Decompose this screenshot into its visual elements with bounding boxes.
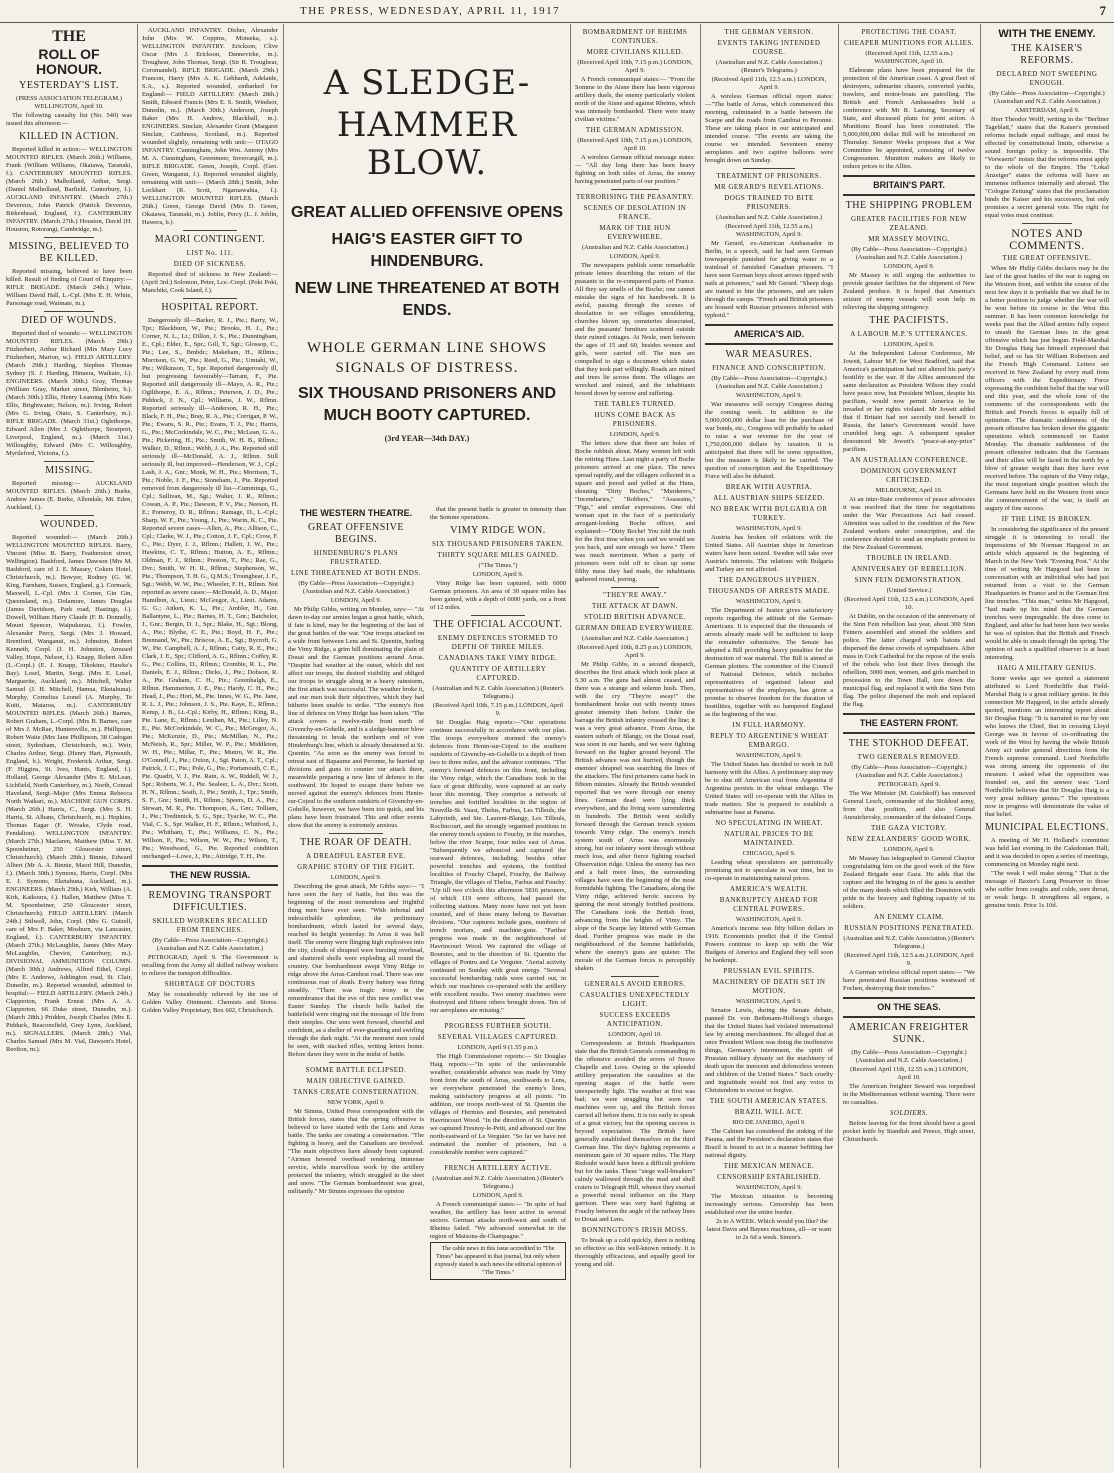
article-body: Reported died of sickness in New Zealand:— (April 3rd.) Solomon, Peter, Lce.-Corpl. (Poki Poki, Manchiki, Cook Island, f.). <box>142 271 278 294</box>
article-body: AUCKLAND INFANTRY. Disher, Alexander John (Mrs W. Coppins, Motueka, s.). WELLINGTON INFANTRY. Erickson, Clive Oscar (Mrs J. Erickson, Dannevirke, m.). Troughear, John Thomas, Sergt. (Sir R. Troughear, Coromandel). RIFLE BRIGADE. (March 29th.) Francon, Harry (Mrs A. K. Gebhardt, Adelaide, S.A., s.). Reported wounded, embarked for England:— FIELD ARTILLERY. (March 28th.) Smith, Edward Francis (Mrs E. S. Smith, Windsor, Dunedin, m.). (March 30th.) Anderson, Joseph Baker (Mrs H. Andrew, Blackball, m.). ENGINEERS. Sinclair, Alexander Grant (Margaret Sinclair, Caithness, Scotland, m.). Reported wounded slightly, remaining with unit:— OTAGO INFANTRY. Cunningham, John Wm. Antony (Mrs M. A. Cunningham, Greenmeer, Invercargill, m.). RIFLE BRIGADE. Green, Joseph, Corpl. (Geo. Green, Wanganui, f.). Reported wounded slightly, remaining with unit:— (March 28th.) Smith, John Lockhart (R. Scott, Ngaruawahia, f.). WELLINGTON MOUNTED RIFLES. (March 26th.) Green, George David (Mrs D. Green, Okaiawa, Taranaki, m.). Joblin, Percy (L. J. Joblin, Hawera, b.). <box>142 27 278 226</box>
article-subhead: GRAPHIC STORY OF THE FIGHT. <box>297 863 415 871</box>
article-headline: IN FULL HARMONY. <box>732 721 806 729</box>
article-headline: TERRORISING THE PEASANTRY. <box>576 193 694 201</box>
article-subhead: DOMINION GOVERNMENT CRITICISED. <box>860 467 958 484</box>
editorial-note: The cable news in this issue accredited to "The Times" has appeared in that journal, but only where expressly stated is such news the editorial opinion of "The Times." <box>430 1242 566 1280</box>
article-body: Vimy Ridge has been captured, with 6000 German prisoners. An area of 30 square miles has been gained, with a depth of 6000 yards, on a front of 12 miles. <box>430 580 566 611</box>
article-subhead: DIED OF SICKNESS. <box>173 260 247 268</box>
article-headline: THE ROAR OF DEATH. <box>300 837 412 848</box>
article-subhead: MACHINERY OF DEATH SET IN MOTION. <box>712 978 826 995</box>
article-headline: HOSPITAL REPORT. <box>161 302 259 313</box>
article-subhead: AMERICAN FREIGHTER SUNK. <box>849 1022 969 1045</box>
article-subhead: CANADIANS TAKE VIMY RIDGE. <box>438 654 558 662</box>
article-headline: GENERALS AVOID ERRORS. <box>584 980 686 988</box>
divider <box>183 298 237 299</box>
article-subhead: TANKS CREATE CONSTERNATION. <box>293 1088 419 1096</box>
column-rule <box>838 24 839 1468</box>
article-subhead: SINN FEIN DEMONSTRATION. <box>854 576 964 584</box>
article-subhead: GREAT OFFENSIVE BEGINS. <box>308 522 404 545</box>
page-number: 7 <box>1099 3 1106 18</box>
article-subhead: GERMAN DREAD EVERYWHERE. <box>575 624 695 632</box>
article-headline: TROUBLE IN IRELAND. <box>866 554 952 562</box>
article-subhead: LIST No. 111. <box>186 249 234 257</box>
article-headline: PROGRESS FURTHER SOUTH. <box>444 1022 552 1030</box>
article-subhead: REMOVING TRANSPORT DIFFICULTIES. <box>148 890 272 913</box>
article-body: Leading wheat speculators are patriotically promising not to speculate in war time, but to co-operate in maintaining natural prices. <box>705 859 833 882</box>
article-headline: THE TABLES TURNED. <box>594 400 676 408</box>
dateline: NEW YORK, April 9. <box>327 1099 385 1106</box>
divider <box>611 976 659 977</box>
column-vimy-ridge <box>430 505 566 1465</box>
article-subhead: CENSORSHIP ESTABLISHED. <box>716 1173 822 1181</box>
article-subhead: ALL AUSTRIAN SHIPS SEIZED. <box>713 494 825 502</box>
article-body: Correspondents at British Headquarters state that the British Generals commanding in the offensive avoided the errors of Neuve Chapelle and Loos. Owing to the splendid artillery preparation the casualties at the opening stages of the battle were unexpectedly light. The weather at first was bad; we were straggling but soon our machines were up, and the British forces carried all before them. It is too early to speak of a great victory, but the opening success is beyond expectation. The British have generally established themselves on the third German line. The day's fighting represents a minimum gain of 30 square miles. The Harp Redoubt would have been a difficult problem but for the tanks. These "siege wall-breakers" calmly wallowed through the mud and shell craters to Telegraph Hill, whence they exerted a powerful moral influence on the Harp garrison. There was very hard fighting at Fouchy between the angle of the railway lines to Douai and Lens. <box>575 1040 695 1223</box>
divider <box>471 1018 525 1019</box>
article-body: Reported missing, believed to have been killed. Result of finding of Court of Enquiry:— RIFLE BRIGADE. (March 24th.) White, William David Hall, L.-Cpl. (Mrs E. H. White, Parsonage road, Waimate, m.). <box>6 268 132 307</box>
article-body: A German wireless official report states:— "We have penetrated Russian positions westward of Fochen, destroying their trenches." <box>843 969 975 992</box>
article-body: Austria has broken off relations with the United States. All Austrian ships in American waters have been seized. Sweden will take over Austria's interests. The relations with Bulgaria and Turkey are not affected. <box>705 534 833 573</box>
divider <box>329 833 383 834</box>
page-header <box>0 0 1114 23</box>
article-headline: ON THE SEAS. <box>877 1002 941 1012</box>
article-headline: THE EASTERN FRONT. <box>859 718 959 728</box>
dateline: WASHINGTON, April 9. <box>735 598 803 605</box>
article-subhead: SUCCESS EXCEEDS ANTICIPATION. <box>599 1011 671 1028</box>
dateline: LONDON, April 9. <box>883 341 935 348</box>
divider <box>44 237 94 238</box>
article-subhead: MAIN OBJECTIVE GAINED. <box>306 1077 406 1085</box>
article-body: The Cabinet has considered the sinking of the Parana, and the President's declaration states that Brazil is bound to act in a manner befitting her national dignity. <box>705 1128 833 1159</box>
column-rheims <box>575 26 695 1466</box>
dateline: (By Cable—Press Association—Copyright.) (Australian and N.Z. Cable Association.) <box>989 90 1105 105</box>
article-headline: THE MEXICAN MENACE. <box>723 1162 815 1170</box>
article-body: When Mr Philip Gibbs declares may be the last of the great battles of the war is raging on the Western front, and within the course of the next few days it is probable that we shall be in a better position to judge whether the war will be won before its course in the West this summer. It has been common knowledge for weeks past that the Allied armies fully expect to smash the German lines in the great offensive which has just begun. Field-Marshal Sir Douglas Haig has himself expressed that belief, and so has Sir William Robertson and the French High Command. Letters are received in New Zealand by every mail from officers with the Expeditionary Force expressing the confident belief that the war will end this year, and the whole tone of the comments of the correspondents with the British and French forces is equally full of optimism. The dramatic suddenness of the present offensive has broken down the gigantic operations which commenced on Easter Monday. The dramatic suddenness of the present offensive indicates that the Germans and their allies will be faced in the north by a blow of greater weight than they have ever received before. The capture of the Vimy ridge, the most important single position which the Germans have held on the Western front since the commencement of the war, is itself an augury of fine success. <box>985 265 1109 512</box>
section-box <box>843 713 975 734</box>
column-protecting-coast <box>843 26 975 1466</box>
article-subhead: CASUALTIES UNEXPECTEDLY LIGHT. <box>580 991 690 1008</box>
column-rule <box>700 24 701 1468</box>
article-body: At the Independent Labour Conference, Mr Jowett, Labour M.P. for West Bradford, said that America's participation had not altered his party's hostility to the war. If the Allies announced the same declaration as President Wilson they could have peace now, but President Wilson, despite his pacifism, would now permit America to be invaded or her rights violated. Mr Jowett added that if Britain had not secretly tied herself to Russia, the latter's Government would have crumbled long ago. A subsequent speaker denounced Mr Jowett's "peace-at-any-price" pacifism. <box>843 350 975 453</box>
article-body: America's income was fifty billion dollars in 1916. Economists predict that if the Central Powers continue to keep up with the War Budgets of America and England they will soon be bankrupt. <box>705 925 833 964</box>
dateline: PETROGRAD, April 9. <box>877 781 941 788</box>
article-subhead: NATURAL PRICES TO BE MAINTAINED. <box>724 830 814 847</box>
article-headline: SOMME BATTLE ECLIPSED. <box>305 1066 407 1074</box>
article-body: PETROGRAD, April 9. The Government is recalling from the Army all skilled railway workers to relieve the transport difficulties. <box>142 954 278 977</box>
article-subhead: MORE CIVILIANS KILLED. <box>586 48 684 56</box>
dateline: MELBOURNE, April 10. <box>875 487 943 494</box>
article-subhead: THE ATTACK AT DAWN. <box>591 602 679 610</box>
divider <box>1022 223 1072 224</box>
dateline: AMSTERDAM, April 9. <box>1014 107 1080 114</box>
column-with-the-enemy <box>985 26 1109 1466</box>
article-headline: BREAK WITH AUSTRIA. <box>725 483 813 491</box>
dateline: LONDON, April 9. <box>472 1192 524 1199</box>
section-box <box>843 175 975 196</box>
article-subhead: KILLED IN ACTION. <box>19 131 119 142</box>
article-headline: AN ENEMY CLAIM. <box>873 913 945 921</box>
column-western-theatre <box>288 505 424 1465</box>
article-headline: NOTES AND COMMENTS. <box>1009 226 1085 252</box>
article-body: Senator Lewis, during the Senate debate, panned Dr. von Bethmann-Hollweg's charges that the United States had violated international law by arming merchantmen. He alleged that at once President Wilson was doing the inoffensive things, Germany's internment, the spirit of Prussian military dynasty set the machinery of death upon the innocent and defenceless women and children of the United States." Such cruelty and ingratitude would not find any voice in Christendom to excuse or forgive. <box>705 1007 833 1094</box>
article-headline: AMERICA'S WEALTH. <box>729 885 809 893</box>
article-subhead: WAR MEASURES. <box>725 349 813 360</box>
dateline: (By Cable—Press Association—Copyright.) (Australian and N.Z. Cable Association.) <box>298 580 414 595</box>
article-subhead: IF THE LINE IS BROKEN. <box>1001 515 1093 523</box>
dateline: ("The Times.") <box>478 562 518 569</box>
article-subhead: DIED OF WOUNDS. <box>21 315 117 326</box>
article-headline: FRENCH ARTILLERY ACTIVE. <box>444 1164 552 1172</box>
dateline: (By Cable—Press Association—Copyright.) (Australian and N.Z. Cable Association.) <box>851 1049 967 1064</box>
article-body: The United States has decided to work in full harmony with the Allies. A preliminary step may be to shut off American coal from Argentina if Argentina persists in the wheat embargo. The United States will co-operate with the Allies in trade matters. She is prepared to establish a submarine base at Panama. <box>705 761 833 816</box>
article-body: In considering the significance of the present struggle it is interesting to recall the impressions of Mr Norman Hapgood in an article which appeared in the beginning of March in the New York "Evening Post." At the time of writing Mr Hapgood had been in conversation with an individual who had just returned from a visit to the German Headquarters in France and in the German first line trenches. "This man," writes Mr Hapgood, "had made up his mind that the German trenches were impregnable. He does come to England, and after he had been here two weeks he was of opinion that the British and French would be able to smash through the spring. The opinion of such a qualified observer is at least interesting. <box>985 526 1109 661</box>
article-subhead: THE GREAT OFFENSIVE. <box>1002 254 1092 262</box>
article-subhead: NO BREAK WITH BULGARIA OR TURKEY. <box>710 505 828 522</box>
article-subhead: ANNIVERSARY OF REBELLION. <box>851 565 967 573</box>
article-headline: MUNICIPAL ELECTIONS. <box>985 822 1109 833</box>
dateline: (By Cable—Press Association—Copyright.) (Australian and N.Z. Cable Association.) <box>851 246 967 261</box>
article-body: Mr Philip Gibbs, writing on Monday, says:— "At dawn to-day our armies began a great battle, which, if fate is kind, may be the beginning of the last of the great battles of the war. "Our troops attacked on a wide front between Lens and St. Quentin, hurling the Vimy Ridge, a grim hill dominating the plain of Douai and the German positions around Arras. "Despite bad weather at the outset, which did not affect our troops, the desired visibility and obliged our troops to struggle along in a heavy rainstorm, the first attack was successful. The weather broke it, and our men took their objectives, which they had hitherto been unable to strike. "The enemy's first line of defence on Vimy Ridge has been taken. "The attack covers a twelve-mile front north of Givenchy-en-Gohelle, and is a sledge-hammer blow threatening to break the northern end of von Hindenburg's line, which is already threatened at St. Quentin. "As soon as the enemy was forced to retreat east of Bapaume and Peronne, he hurried up divisions and guns to counter our attack there, meanwhile preparing a new line of defence to the southward. He hoped to escape there before we moved against the enemy's defences from Henin-sur-Cojeul to the southern outskirts of Givenchy-en-Gohelle, however, we have been too quick, and his plans have been frustrated. This and other events show that the enemy is extremely anxious. <box>288 606 424 829</box>
article-subhead: FINANCE AND CONSCRIPTION. <box>712 364 826 372</box>
column-roll-of-honour <box>6 26 132 1466</box>
article-subhead: A LABOUR M.P.'S UTTERANCES. <box>850 330 968 338</box>
lead-subhead: NEW LINE THREATENED AT BOTH ENDS. <box>294 280 560 319</box>
dateline: LONDON, April 9 (1.55 p.m.). <box>457 1044 539 1051</box>
article-headline: AMERICA'S AID. <box>733 329 805 339</box>
article-body: Dangerously ill—Barker, R. J., Pte.; Barry, W., Tpr.; Blackburn, W., Pte.; Brooks, H. J., Pte.; Corner, N. L., Lt.; Dillon, J. S., Pte.; Dunningham, E., Cpl.; Elder, E., Spr.; Gill, T., Sgt.; Glossop, C., Pte.; Lee, S., Bmbdr.; Makeham, H., Rflmn.; Morrison, G. W., Pte.; Reed, G., Pte.; Umtahi, W., Pte.; Wilkinson, T., Spr. Reported dangerously ill, but progressing favourably—Tarrant, F., Pte. Reported still dangerously ill—Mayo, A. R., Pte.; Ogilthorpe, E. A., Rflmn.; Peterson, J. D., Pte.; Piddock, J. N., Cpl.; Williams, J. W., Rflmn. Reported seriously ill—Anderson, R. H., Pte.; Black, F. H., Pte.; Bray, R. A., Pte.; Corrigan, P. W., Pte.; Ewans, S. R., Pte.; Evans, T. J., Pte.; Harris, G., Pte.; McCorkindale, W. C., Pte.; McLean, G. A., Pte.; Pickering, H., Pte.; Smith, W. H. B., Rflmn.; Walker, D., Rflmn.; Webb, J. A., Pte. Reported still seriously ill—McDonald, A. J., Rflmn. Still seriously ill, but improved—Henderson, W. J., Cpl.; Lash, J. A., Gnr.; Monk, W. H., Pte.; Morrison, T., Pte.; Noble, J. F., Pte.; Stoneham, J., Pte. Reported removed from dangerously ill list—Cummings, G., Cpl.; Sullivan, M., Sgt.; Walter, J. R., Rflmn.; Cowan, A. P., Pte.; Dawson, P. V., Pte.; Neeson, H. E.; Pomeroy, D. R., Rflmn.; Ramage, D., L.-Cpl.; Sharp, W. F., Pte.; Young, J., Pte.; Warin, K. C., Pte. Reported severe cases—Allen, A., Pte.; Allison, C., Cpl.; Clarke, W. J., Pte.; Cotton, J. F., Cpl.; Crow, F. C., Pte.; Dyer, J. J., Rflmn.; Hallett, J. W., Pte.; Hawkins, C. T., Rflmn.; Hutton, A. E., Rflmn.; Oldman, F. J., Rflmn.; Preston, T., Pte.; Rae, G., Dvr.; Smith, W. H. R., Rflmn.; Stephenson, W., Pte.; Thompson, T. H. G., Q.M.S.; Trounghear, J. F., Sgt.; Webb, W. W., Pte.; Wheeler, F. H., Rflmn. Not reported as severe cases:—McDonald, A. D., Major. Hamilton, A., Lieut.; McGregor, A., Lieut. Adams, G. G.; Aitken, K. L., Pte.; Ambler, H., Gnr. Ballantyne, L., Pte.; Barnes, H. T., Gnr.; Batchelor, J., Gnr.; Bergin, D. J., Spr.; Blake, H., Sgt.; Blong, A., Pte.; Blythe, C. E., Pte.; Boyd, H. F., Pte.; Brennand, W., Pte.; Briscoe, A. E., Sgt.; Bycroft, G. W., Pte. Campbell, A. J., Rflmn.; Catty, R. E., Pte.; Clark, J. E., Spr.; Clifford, A. G., Rflmn.; Coffey, R. G., Pte.; Collins, D., Rflmn.; Crombie, R. L., Pte. Daniels, E. J., Rflmn.; Dicks, J., Pte.; Dobson, R. A., Pte. Graham, C. H., Pte.; Greenhalgh, E., Rflmn. Hammerton, J. E., Pte.; Hardy, C. H., Pte.; Head, J., Pte.; Hori, M., Pte. Innes, W. G., Pte. Jane, R. L. J., Pte.; Johnson, J. S., Pte. Kaye, E., Rflmn.; Kemp, J. B., Lt.-Cpl.; Kirby, H., Rflmn.; King, R., Pte. Lane, E., Rflmn.; Lenihan, M., Pte.; Lilley, N. E., Pte. McCorkindale, W. C., Pte.; McGregor, A., Pte.; McKenzie, D., Pte.; McMillan, N., Pte.; McNeish, R., Spr.; Miller, W. P., Pte.; Middleton, W. H., Pte.; Millar, F., Pte.; Munro, W. R., Pte. O'Connell, J., Pte.; Oxton, J., Sgt. Paton, A. T., Cpl.; Patrick, J. C., Pte.; Pole, G., Pte.; Portsmouth, C. E., Pte. Quadri, V. J., Pte. Rain, A. W., Riddell, W. J., Spr.; Roberts, W. J., Pte. Sealeer, L. A., Dvr.; Scott, H. N., Rflmn.; Seath, J., Pte.; Smith, J., Tpr.; Smith, S. F., Gnr.; Smith, H., Rflmn.; Speers, D. A., Pte.; Stewart, M. R., Pte. Thompson, A., Gnr.; Tolliam, J., Pte.; Tredinnick, S. G., Spr.; Tyacke, W. C., Pte. Vial, C. S., Spr. Walker, H. F., Rflmn.; Whitford, J., Pte.; Whitham, T., Pte.; Williams, C. N., Pte.; Willson, P., Pte.; Wilson, W. W., Pte.; Wilson, T., Pte.; Woodward, G., Pte. Reported condition unchanged—Lowe, J., Pte.; Attridge, T. H., Pte. <box>142 317 278 860</box>
article-body: A French communiqué states:— "From the Somme to the Aisne there has been vigorous artillery duels, the enemy particularly violent north of the Aisne and against Rheims, which was intensely bombarded. There were many civilian victims." <box>575 76 695 123</box>
article-headline: THE NEW RUSSIA. <box>169 870 251 880</box>
article-body: At an inter-State conference of peace advocates it was resolved that the time for negotiations under the War Precautions Act had ceased. Attention was called to the condition of the New Zealand workers under conscription, and the conference decided to send an emphatic protest to the New Zealand Government. <box>843 496 975 551</box>
advert-body: May be considerably relieved by the use of Golden Valley Ointment. Chemists and Stores. Golden Valley Proprietary, Box 602, Christchurch. <box>142 991 278 1014</box>
article-subhead: MISSING, BELIEVED TO BE KILLED. <box>8 241 130 264</box>
dateline: (Received April 11th, 12.55 a.m.) LONDON, April 10. <box>850 1066 968 1081</box>
article-body: Mr Gerard, ex-American Ambassador in Berlin, in a speech, said he had seen German townspeople punished for giving water to a trainload of famished Canadian prisoners. "I have seen German boys shoot arrows tipped with nails at prisoners," said Mr Gerard. "Sheep dogs are trained to bite the prisoners, and are taken through the camps. "French and British prisoners are housed with Russian prisoners infected with typhoid." <box>705 240 833 319</box>
dateline: (By Cable—Press Association—Copyright.) (Australian and N.Z. Cable Association.) <box>851 764 967 779</box>
article-body: Reported wounded:— (March 26th.) WELLINGTON MOUNTED RIFLES. Barry, Vincent (Miss B. Barry, Featherston street, Wellington). Bashford, James Dawson (Mrs M. Bashford, care of J. E. Massey, Cokers Hotel, Christchurch, m.). Bowyer, Rodney (G. W. King, Farnham, Sussex, England, g.). Cormack, Maxwell, L.-Cpl. (Mrs J. Corner, Gin Gin, Queensland, m.). Dolamore, James Douglas (James Davidson, Park road, Hastings, f.). Dowell, William Harry Claude (F. B. Donnelly, Mount Spencer, Waipukurau, f.). Fowler, Alexander Percy, Sergt. (Mrs J. Howard, Brentford, Wanganui, m.). Johnston, Robert Kenneth, Corpl. (J. H. Johnston, Amused Valley, Hope, Nelson, f.). Knapp, Robert Allen (L.-Corpl.) (E. J. Knapp, Tikokino, Hawke's Bay). Losel, Martin, Sergt. (Mrs E. Losel, Marguerite, Auckland, m.). Mitchell, Walter Samuel (J. H. Mitchell, Hamua, Eketahuna). Murphy, Cornelius Leonel (A. Murphy, Te Kuiti, Mataroa, m.). CANTERBURY MOUNTED RIFLES. (March 26th.) Barnes, Robert Graham, L.-Corpl. (Mrs B. Barnes, care of Mrs J. McRae, Huntersville, m.). Phillipson, Robert Waite (Mrs Jane Phillipson, 38 Cadogan street, Sydenham, Christchurch, m.). Weir, Charles Arthur, Sergt. (Henry Hart, Plymouth, England, b.). Wright, Frederick Arthur, Sergt. (F. Higgins, St. Ives, Hants, England, f.). Holland, George Alexander (Mrs E. McLean, Lichfield, North Canterbury, m.). North, Conrad Haveland, Sergt.-Major (Mrs Emma Rebecca North Waikari, m.). MACHINE GUN CORPS. (March 26th.) Harris, C., Sergt. (Mrs S. H. Harris, St. Albans, Christchurch, m.). Hopkins, Thomas Eagar (F. Wroake, Clyde road, Fendalton). WELLINGTON INFANTRY. (March 27th.) Maclaren, Matthew (Miss T. M. Spoonbeiner, 250 Gloucester street, Christchurch). (March 28th.) Binnie, Edward Albert (Mr A. A. Binnie, Maori Hill, Dunedin, f.). (March 30th.) Symons, Harris, Corpl. (Mrs E. J. Symons, Eketahuna, Auckland, m.). ENGINEERS. (March 29th.) Kirk, William (A. Kirk, Kaikoura, f.). Hallen, Matthew (Miss T. M. Spoonbeiner, 250 Gloucester street, Christchurch). FIELD ARTILLERY. (March 24th.) Stilwell, John, Corpl. (Mrs G. Gutzell, care of Mrs F. Baker, Mosburn, via Lancaster, England, f.). CANTERBURY INFANTRY. (March 27th.) McLaughlin, James (Mrs Mary McLaughlin, Cheviot, Canterbury, m.). DIVISIONAL AMMUNITION COLUMN. (March 30th.) Andrews, Alfred Ethel, Corpl. (Mrs E. Andrews, Addington road, St. Clair, Dunedin, m.). Reported wounded, admitted to hospital:— FIELD ARTILLERY. (March 24th.) Clapperton, Frank Ernest (Mrs A. A. Clapperton, 66 Duke street, Dunedin, m.). (March 28th.) Pridden, Joseph Charles (Mrs E. Pidduck, Beaconsfield, Grey Lynn, Auckland, m.). SIGNALLERS. (March 28th.) Vial, Charles Samuel (Mrs M. Vial, Dawson's Hotel, Reefton, m.). <box>6 534 132 1053</box>
divider <box>471 1160 525 1161</box>
article-headline: THE GAZA VICTORY. <box>871 824 947 832</box>
column-rule <box>980 24 981 1468</box>
dateline: WASHINGTON, April 9. <box>735 525 803 532</box>
advert-body: To break up a cold quickly, there is nothing so effective as this well-known remedy. It is thoroughly efficacious, and equally good for young and old. <box>575 1237 695 1268</box>
column-rule <box>137 24 138 1468</box>
article-body: The following casualty list (No. 540) was issued this afternoon:— <box>6 112 132 127</box>
article-body: Describing the great attack, Mr Gibbs says:— "I have seen the fury of battle, but this was the beginning of the most tremendous and frightful thing men have ever seen. "With infernal and indescribable splendour, the preliminary bombardment, which lasted for several days, reached its height yesterday. In Arras it was hell itself. The enemy were flinging high explosives into the city, clouds of shrapnel were bursting overhead, and shattered shells were exploding all round the country. Our bombardment swept Vimy Ridge to ridge above the Arras-Cambrai road. There was one continuous roar of death. Every battery was firing steadily. "There was tragic irony in the remembrance that the eve of this new conflict was Easter Sunday. The church bells hailed the battlefield were ringing out the message of life from their steeples. Our sons went forward, cheerful and confident, as a shelter of ever-guarding and swirling through the dark night. "At the moment men could be seen, with stacked rifles, writing letters home. Before dawn they were in the midst of battle. <box>288 883 424 1058</box>
article-headline: "THEY'RE AWAY." <box>602 591 668 599</box>
article-body: War measures will occupy Congress during the coming week. In addition to the 5,000,000,000 dollar loan for the purchase of war bonds, etc., Congress will probably be asked to raise a war revenue for the year of 1,750,000,000 dollars by taxation. It is anticipated that there will be some opposition, but the measure is likely to be carried. The question of conscription and the Expeditionary Force will also be debated. <box>705 401 833 480</box>
article-headline: THE WESTERN THEATRE. <box>299 508 413 518</box>
dateline: WASHINGTON, April 9. <box>735 998 803 1005</box>
article-subhead: HUNS COME BACK AS PRISONERS. <box>594 411 676 428</box>
divider <box>44 461 94 462</box>
article-subhead: GREATER FACILITIES FOR NEW ZEALAND. <box>850 215 968 232</box>
dateline: (Australian and N.Z. Cable Association.) (Reuter's Telegrams.) <box>843 935 975 950</box>
article-subhead: CHEAPER MUNITIONS FOR ALLIES. <box>843 39 974 47</box>
advert-body: 2s to A WEEK. Which would you like? the latest Davis and Baynes machines, all—or want to 2s 6d a week. Simon's. <box>706 1218 832 1241</box>
dateline: LONDON, April 9. <box>330 597 382 604</box>
article-body: At Dublin, on the occasion of the anniversary of the Sinn Fein rebellion last year, about 300 Sinn Feiners assembled and stoned the soldiers and police. The latter charged with batons and dispersed the dense crowds of sympathisers. After mass in Cork Cathedral for the repose of the souls of the rebels who lost their lives through the rebellion, 3000 men, women, and girls marched in procession to the Town Hall, tore down the municipal flag, and replaced it with the Sinn Fein flag. The police dispersed the mob and replaced the flag. <box>843 613 975 708</box>
section-box <box>705 324 833 345</box>
article-headline: MAORI CONTINGENT. <box>154 234 266 245</box>
dateline: WASHINGTON, April 9. <box>735 1184 803 1191</box>
lead-headline: A SLEDGE- <box>323 63 531 103</box>
dateline: (Received April 11th, 12.55 a.m.) WASHINGTON, April 10. <box>865 50 953 65</box>
advert-body: "The weak I will make strong." That is the message of Baxter's Lung Preserver to those who suffer from coughs and colds, sore throat, or weak lungs. It strengthens all organs, a genuine tonic. Price 1s 10d. <box>985 870 1109 909</box>
article-body: The War Minister (M. Gutchkoff) has removed General Lesch, commander of the Stokhod army, from that position, and also General Anoutchevsky, commander of the defeated Corps. <box>843 790 975 821</box>
divider <box>44 311 94 312</box>
article-headline: THE OFFICIAL ACCOUNT. <box>433 619 563 630</box>
dateline: (Received April 10th, 7.15 p.m.) LONDON, April 9. <box>577 59 693 74</box>
dateline: RIO DE JANEIRO, April 9. <box>732 1119 806 1126</box>
column-german-version <box>705 26 833 1466</box>
column-rule <box>570 24 571 1468</box>
dateline: (PRESS ASSOCIATION TELEGRAM.) WELLINGTON, April 10. <box>16 95 122 110</box>
advert-heading: BONNINGTON'S IRISH MOSS. <box>581 1226 689 1234</box>
article-body: Some weeks ago we quoted a statement attributed to Lord Northcliffe that Field-Marshal Haig is a great military genius. In this connection Mr Hapgood, in the article already quoted, mentions an interesting report about Sir Douglas Haig: "It is narrated to me by one who knows the Chief, that in crossing Lloyd George was in favour of co-ordinating the work of the West by having the whole British Army act under general directions from the French supreme command. Lord Northcliffe was strong among the opponents of the measure. I asked what the opposition was founded on, and the answer was: 'Lord Northcliffe believes that Sir Douglas Haig is a very great military genius.'" The operations now in progress will demonstrate the value of that belief. <box>985 675 1109 818</box>
dateline: (Received April 10th, 7.15 p.m.) LONDON, April 10. <box>577 137 693 152</box>
article-headline: WITH THE ENEMY. <box>998 28 1096 40</box>
article-headline: NO SPECULATING IN WHEAT. <box>715 819 823 827</box>
article-body: A French communiqué states:— "In spite of bad weather, the artillery has been active in several sectors. German attacks north-west and south of Rheims failed. "We advanced somewhat in the region of Maisons-de-Champagne." <box>430 1201 566 1240</box>
article-subhead: RUSSIAN POSITIONS PENETRATED. <box>844 924 974 932</box>
article-headline: THE <box>52 28 86 45</box>
article-subhead: NEW ZEALANDERS' GOOD WORK. <box>846 835 972 843</box>
article-subhead: THE SHIPPING PROBLEM <box>845 200 973 211</box>
article-subhead: THE STOKHOD DEFEAT. <box>848 738 970 749</box>
article-subhead: SKILLED WORKERS RECALLED FROM TRENCHES. <box>152 917 268 934</box>
dateline: (Australian and N.Z. Cable Association.) (Reuter's Telegrams.) <box>432 1175 564 1190</box>
article-subhead: THE KAISER'S REFORMS. <box>1011 43 1083 66</box>
article-headline: AN AUSTRALIAN CONFERENCE. <box>849 456 969 464</box>
article-body: The High Commissioner reports:— Sir Douglas Haig reports:—"In spite of the unfavourable weather, considerable advance was made by Vimy front from the south of Arras, southwards to Lens, we everywhere penetrated the enemy's lines, making satisfactory progress at all points. "In addition, our troops north-west of St. Quentin the villages of Hermies and Boursies, and penetrated Havrincourt Wood. "In the direction of St. Quentin we captured Fresnoy-le-Petit, and advanced our line north-eastward of Le Verguier. "So far we have not estimated the number of prisoners, but a considerable number were captured." <box>430 1053 566 1156</box>
article-body: Herr Theodor Wolff, writing in the "Berliner Tageblatt," states that the Kaiser's promised reforms include equal suffrage, and must be effected by constitutional limits, otherwise a sound foreign policy is impossible. The "Vorwaerts" insists that the reforms must apply to the whole of the Empire. The "Lokal Anzeiger" states the reforms will have an immense influence internally and abroad. The "Cologne Zeitung" states that the proclamation binds the Kaiser and his successors, but only promises a secret general vote. The right for equal votes must continue. <box>985 116 1109 219</box>
article-subhead: MR MASSEY MOVING. <box>868 235 950 243</box>
lead-subhead: WHOLE GERMAN LINE SHOWS SIGNALS OF DISTRESS. <box>306 340 548 376</box>
dateline: LONDON, April 9. <box>609 431 661 438</box>
article-headline: BRITAIN'S PART. <box>873 180 945 190</box>
article-body: The letters show that there are holes of Boche rubbish about. Many women left with the retiring Huns. Last night a party of Boche prisoners arrived at one place. The news spread rapidly, and the villagers collected in a square and jeered and yelled at the Huns, shouting "Dirty Boches," "Murderers," "Incendiaries," "Robbers," "Assassins," "Pigs," and similar expressions. One old woman spat in the face of a particularly arrogant-looking Boche officer, and explained:—"Dirty Boche! You told the truth for the first time when you said we would see you back, and sure enough we have." There was much merriment. When a party of prisoners were told off to clean up some filthy mess they had made, the inhabitants gathered round, jeering. <box>575 440 695 583</box>
dateline: LONDON, April 10. <box>608 1031 662 1038</box>
article-subhead: DECLARED NOT SWEEPING ENOUGH. <box>996 70 1098 87</box>
article-subhead: YESTERDAY'S LIST. <box>19 80 119 91</box>
article-subhead: THOUSANDS OF ARRESTS MADE. <box>707 587 831 595</box>
lead-headline: HAMMER BLOW. <box>336 105 518 183</box>
article-body: The Mexican situation is becoming increasingly serious. Censorship has been established over the entire border. <box>705 1193 833 1216</box>
article-body: Reported missing:— AUCKLAND MOUNTED RIFLES. (March 26th.) Burke, Andrew James (E. Burke, Allendale, Mt. Eden, Auckland, f.). <box>6 480 132 511</box>
article-headline: VIMY RIDGE WON. <box>450 525 546 536</box>
article-body: that the present battle is greater in intensity than the Somme operations. <box>430 506 566 521</box>
dateline: LONDON, April 9. <box>330 874 382 881</box>
divider <box>183 230 237 231</box>
advert-heading: SHORTAGE OF DOCTORS <box>164 980 256 988</box>
masthead: THE PRESS, WEDNESDAY, APRIL 11, 1917 <box>300 5 561 17</box>
article-subhead: THIRTY SQUARE MILES GAINED. <box>437 551 559 559</box>
article-subhead: QUANTITY OF ARTILLERY CAPTURED. <box>449 665 547 682</box>
article-headline: THE PACIFISTS. <box>869 315 949 326</box>
column-casualties-hospital <box>142 26 278 1466</box>
article-subhead: A DREADFUL EASTER EVE. <box>306 852 406 860</box>
dateline: WASHINGTON, April 9. <box>735 916 803 923</box>
dateline: (Australian and N.Z. Cable Association.) (Reuter's Telegrams.) <box>715 59 823 74</box>
advert-body: Before leaving for the front should have a good pocket knife by Standish and Preece, High street, Christchurch. <box>843 1120 975 1143</box>
dateline: (Received April 10th, 7.15 p.m.) LONDON, April 9. <box>432 702 564 717</box>
article-headline: TREATMENT OF PRISONERS. <box>716 172 822 180</box>
article-body: The American freighter Seward was torpedoed in the Mediterranean without warning. There were no casualties. <box>843 1083 975 1106</box>
article-subhead: BRAZIL WILL ACT. <box>734 1108 804 1116</box>
divider <box>611 587 659 588</box>
dateline: (United Service.) <box>886 587 932 594</box>
dateline: WASHINGTON, April 9. <box>735 752 803 759</box>
lead-headline-block <box>288 26 566 496</box>
section-box <box>843 997 975 1018</box>
article-body: A meeting of Mr H. Holland's committee was held last evening in the Caledonian Hall, and it was decided to open a series of meetings, commencing on Monday night next. <box>985 837 1109 868</box>
dateline: (Received April 11th, 12.5 a.m.) LONDON, April 9. <box>844 952 974 967</box>
advert-heading: SOLDIERS. <box>889 1109 929 1117</box>
dateline: WASHINGTON, April 9. <box>735 392 803 399</box>
lead-subhead: GREAT ALLIED OFFENSIVE OPENS <box>290 204 564 221</box>
article-subhead: HAIG A MILITARY GENIUS. <box>997 664 1097 672</box>
dateline: (Australian and N.Z. Cable Association.) <box>715 214 823 221</box>
divider <box>611 189 659 190</box>
article-subhead: STOLID BRITISH ADVANCE. <box>584 613 686 621</box>
dateline: (Received April 11th, 12.5 a.m.) LONDON, April 10. <box>844 596 974 611</box>
article-subhead: MARK OF THE HUN EVERYWHERE. <box>599 224 671 241</box>
article-body: Elaborate plans have been prepared for the protection of the American coast. A great fleet of destroyers, submarine chasers, converted yachts, trawlers, and motor-boats are patrolling. The British and French Ambassadors held a conference with Mr R. Lansing, Secretary of State, and discussed plans for joint action. A Munitions Board has been constituted. The 5,000,000,000 dollar Bill will be introduced on Thursday. Senator Weeks proposes that a War Committee be appointed, consisting of twelve Congressmen. Munition makers are likely to reduce prices to the Allies. <box>843 67 975 170</box>
article-subhead: MR GERARD'S REVELATIONS. <box>714 183 824 191</box>
dateline: (Received April 10th, 8.25 p.m.) LONDON, April 9. <box>577 644 693 659</box>
lead-subhead: HAIG'S EASTER GIFT TO HINDENBURG. <box>331 231 523 270</box>
divider <box>743 168 794 169</box>
article-headline: PRUSSIAN EVIL SPIRITS. <box>723 967 815 975</box>
article-body: Mr Philip Gibbs, in a second despatch, describes the first attack which took place at 5.30 a.m. The guns had almost ceased, and there was a strange and solemn hush. Then, with the cry "They're away!" the bombardment broke out with twenty times greater intensity than before. Under the barrage the British infantry crossed the line; it was a very great advance. From Arras, the eastern suburb of Blangy, on the Douai road, was soon in our hands, and we were fighting forward on the higher ground beyond. The British advance was not hurried, though the enemies' shrapnel was searching the lines of the attackers. The first prisoners came back in fifteen minutes. Already the British wounded reported that we were through our enemy lines. German dead were lying thick everywhere, and the living were surrendering in hundreds. The British went stolidly forward through the German trench system towards Vimy ridge. The enemy's trench system south of Arras was enormously strong, but our infantry went through without much loss, and after fierce fighting reached Observation ridge. Unless the enemy has two and a half more lines, the surrounding villages have seen the beginning of the most formidable fighting. The Canadians, along the Vimy ridge, achieved heroic success by gaining the most strongly fortified positions. The Canadians took the British front, advancing from the heights of Vimy. The slope of the Scarpe lay littered with German dead. Further progress was made in the neighbourhood of the Somme battlefields, where the enemy's guns are quieter. The morale of the German forces is perceptibly shaken. <box>575 661 695 972</box>
article-headline: THE GERMAN VERSION. <box>724 28 814 36</box>
article-subhead: WOUNDED. <box>39 519 99 530</box>
dateline: (Received April 11th, 12.5 a.m.) LONDON, April 9. <box>711 76 827 91</box>
article-body: Mr Massey has telegraphed to General Chaytor congratulating him on the good work of the New Zealand Brigade near Gaza. He adds that the capture and the bringing in of the guns is another of the many deeds which filled the Dominion with pride in the bravery and fighting capacity of its soldiers. <box>843 855 975 910</box>
article-body: The newspapers publish some remarkable private letters describing the return of the peasants to the re-conquered parts of France. All they say smells of the Boche; one cannot mistake the signs of his handiwork. It is awful, passing through the scenes of desolation to see villages smouldering, churches blown up, cemeteries desecrated, and the peasants' furniture scattered outside their ruined cottages. At Nesle, men between the ages of 15 and 60, besides women and girls, were carried off. The men are compelled to sign a document which states that they took part willingly. Roads are mined and trees lie across them. The villages are wrecked and ruined, and the inhabitants bowed down by sorrow and suffering. <box>575 262 695 397</box>
article-subhead: SEVERAL VILLAGES CAPTURED. <box>437 1033 559 1041</box>
dateline: (By Cable—Press Association—Copyright.) (Australian and N.Z. Cable Association.) <box>152 937 268 952</box>
dateline: (Australian and N.Z. Cable Association.) <box>581 635 689 642</box>
article-body: Reported killed in action:— WELLINGTON MOUNTED RIFLES. (March 26th.) Williams, Frank (William Williams, Okaiawa, Taranaki, f.). CANTERBURY MOUNTED RIFLES. (March 26th.) Mulholland, Arthur, Sergt. (Daniel Mulholland, Barfield, Canterbury, f.). AUCKLAND INFANTRY. (March 27th.) Devereux, John Patrick (Patrick Devereux, Birkenhead, England, f.). CANTERBURY INFANTRY. (March 27th.) Houston, David (H. Houston, Rotorangi, Cambridge, m.). <box>6 146 132 233</box>
column-rule <box>283 24 284 1468</box>
article-subhead: ENEMY DEFENCES STORMED TO DEPTH OF THREE MILES. <box>437 634 559 651</box>
article-body: Reported died of wounds:— WELLINGTON MOUNTED RIFLES. (March 29th.) Fitzherbert, Arthur Richard (Mrs Mary Lucy Fitzherbert, Marton, w.). FIELD ARTILLERY. (March 29th.) Harding, Stephen Thomas Sydney (S. J. Harding, Hinuera, Waikato, f.). ENGINEERS. (March 30th.) Gray, Thomas (William Gray, Market street, Blenheim, b.). (March 30th.) Ellis, Henry Leaming (Mrs Kate Ellis, Brightwater, Nelson, m.). Irving, Robert (Mrs G. Irving, Otaio, S. Canterbury, m.). RIFLE BRIGADE. (March 31st.) Oglethorpe, Edward Allen (Mrs J. Oglethorpe, Stourport, Liverpool, England, m.). (March 31st.) Willoughby, Edward (Mrs C. Willoughby, Myrtleford, Victoria, f.). <box>6 330 132 457</box>
dateline: (By Cable—Press Association—Copyright.) (Australian and N.Z. Cable Association.) <box>711 375 827 390</box>
dateline: (3rd YEAR—34th DAY.) <box>384 434 470 443</box>
article-subhead: MISSING. <box>45 465 93 476</box>
dateline: CHICAGO, April 9. <box>742 850 796 857</box>
article-body: Mr Massey is still urging the authorities to provide greater facilities for the shipment of New Zealand produce. It is hoped that America's seizure of enemy vessels will soon help in relieving the shipping stringency. <box>843 272 975 311</box>
article-subhead: REPLY TO ARGENTINE'S WHEAT EMBARGO. <box>710 732 828 749</box>
article-subhead: TWO GENERALS REMOVED. <box>857 753 961 761</box>
dateline: (Received April 11th, 12.55 a.m.) WASHINGTON, April 9. <box>725 223 813 238</box>
article-headline: ROLL OF HONOUR. <box>35 46 103 77</box>
article-subhead: BANKRUPTCY AHEAD FOR CENTRAL POWERS. <box>719 896 819 913</box>
article-headline: THE SOUTH AMERICAN STATES. <box>709 1097 829 1105</box>
dateline: (Australian and N.Z. Cable Association.) (Reuter's Telegrams.) <box>432 685 564 700</box>
dateline: LONDON, April 9. <box>609 253 661 260</box>
article-body: A wireless German official message states:— "All day long there has been heavy fighting on both sides of Arras, the enemy having penetrated parts of our position." <box>575 154 695 185</box>
article-headline: PROTECTING THE COAST. <box>861 28 957 36</box>
article-body: A wireless German official report states:—"The battle of Arras, which commenced this morning, culminated in a battle between the Scarpe and the roads from Cambrai to Peronne. These are taking place in our anticipated and intended course. "The events are taking the course we intended. Seventeen enemy aeroplanes and two captive balloons were brought down on Sunday. <box>705 93 833 164</box>
article-headline: BOMBARDMENT OF RHEIMS CONTINUES. <box>582 28 688 45</box>
article-subhead: EVENTS TAKING INTENDED COURSE. <box>717 39 821 56</box>
dateline: LONDON, April 9. <box>472 571 524 578</box>
divider <box>44 515 94 516</box>
section-box <box>142 865 278 886</box>
lead-subhead: SIX THOUSAND PRISONERS AND MUCH BOOTY CAPTURED. <box>297 385 557 424</box>
article-body: The Department of Justice gives satisfactory reports regarding the attitude of the German-Americans. It is expected that the thousands of arrests already made will be sufficient to keep the remainder submissive. The Senate has adopted a Bill providing heavy penalties for the destruction of war material. The Bill is aimed at German plotters. The committee of the Council of National Defence, which includes representatives of organised labour and representatives of the employers, has given a promise to observe freedom for the duration of hostilities, together with no hampered England as the beginning of the war. <box>705 607 833 718</box>
article-headline: THE DANGEROUS HYPHEN. <box>718 576 820 584</box>
article-subhead: DOGS TRAINED TO BITE PRISONERS. <box>724 194 814 211</box>
dateline: LONDON, April 9. <box>883 846 935 853</box>
article-subhead: HINDENBURG'S PLANS FRUSTRATED. <box>313 549 399 566</box>
article-headline: THE GERMAN ADMISSION. <box>585 126 685 134</box>
article-subhead: SCENES OF DESOLATION IN FRANCE. <box>583 204 687 221</box>
article-body: Mr Simms, United Press correspondent with the British forces, states that the spring offensive is believed to have started with the Lens and Arras battle. The tanks are creating a consternation. "The fighting is heavy, and the Canadians are involved. "The main objectives have already been captured. "Airmen hovered overhead rendering immense service, while marvellous work by the artillery protected the infantry, which struggled in the sleet and snow. "The German bombardment was great, militantly." Mr Simms expresses the opinion <box>288 1108 424 1195</box>
dateline: LONDON, April 9. <box>883 263 935 270</box>
divider <box>471 615 525 616</box>
divider <box>329 1062 383 1063</box>
dateline: (Australian and N.Z. Cable Association.) <box>581 244 689 251</box>
article-subhead: SIX THOUSAND PRISONERS TAKEN. <box>432 540 564 548</box>
article-subhead: LINE THREATENED AT BOTH ENDS. <box>291 569 421 577</box>
article-body: Sir Douglas Haig reports:—"Our operations continue successfully in accordance with our plan. The troops everywhere stormed the enemy's defences from Henin-sur-Cojeul to the southern outskirts of Givenchy-en-Gohelle to a depth of from two to three miles, and the advance continues. "The enemy's forward defences on this front, including the Vimy ridge, which the Canadians took in the face of great difficulty, were captured at an early hour this morning. They comprise a network of trenches and fortified localities in the region of Neuville-St. Vaast, Thelus, Farbus, Les Tilleuls, the Labyrinth, and Ste. Laurent-Blangy, Les Tilleuls, Roclincourt, and the strongly organised positions in the enemy trench system to Fouchy, in the marshes, below the river Scarpe, four miles east of Arras. "Subsequently we advanced and captured the rearward defences, including, besides other powerful trenches and systems, the fortified localities of Fouchy Chapel, Fouchy, the Railway Triangle, the villages of Thelus, Farbus and Fouchy. "Up till two o'clock this afternoon 5816 prisoners, of which 119 were officers, had passed the collecting stations. Many more have not yet been counted, and of these many belong to Bavarian divisions. "Our captures include guns, numbers of trench mortars, and machine-guns. "Farther progress was made in the neighbourhood of Havrincourt Wood. We captured the village of Boursies, and in the direction of St. Quentin the villages of Pontru and Le Verguier. "Aerial activity continued on Sunday with great energy. "Several successful bombarding raids were carried out, in which our machines co-operated with the artillery with excellent results. Two enemy machines were destroyed and fifteen others brought down. Ten of our aeroplanes are missing." <box>430 719 566 1014</box>
